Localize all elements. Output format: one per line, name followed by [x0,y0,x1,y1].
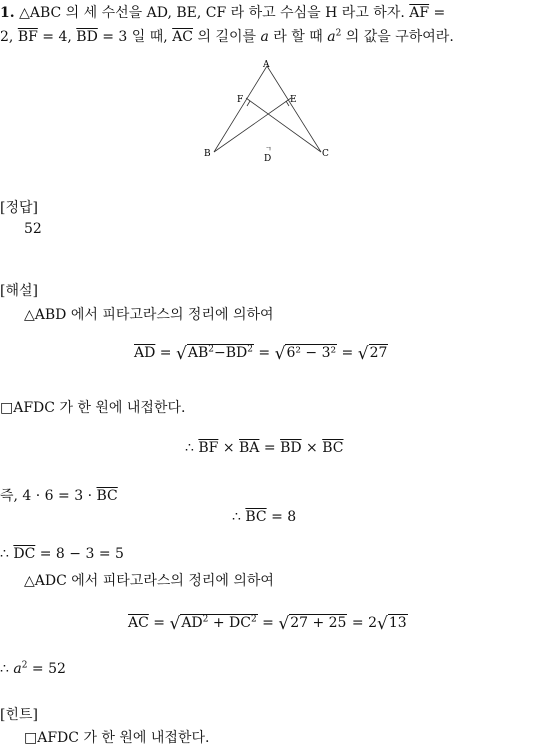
sqrt-1: $√AB^2-\overline{BD}^2$ [175,344,253,364]
var-a: a [327,29,336,45]
label-f: F [237,95,244,105]
equation-1 [134,344,388,364]
label-a: A [263,60,270,70]
seg-dc: $\overline{DC}$ [229,615,251,631]
solution-step-2: □AFDC 가 한 원에 내접한다. [0,400,186,416]
eq-sign: = [257,615,279,631]
text: = 8 − 3 = 5 [35,546,124,562]
solution-conclusion: ∴ $a^2 = 52$ [0,660,66,677]
radicand: 13 [388,615,407,631]
seg-bd: $\overline{BD}$ [225,345,248,361]
text: 라 할 때 [268,29,328,45]
solution-label: [해설] [0,283,38,299]
triangle-figure [200,56,340,168]
seg-ac: $\overline{AC}$ [172,29,194,45]
plus: + [208,615,230,631]
sqrt-6: √13 [377,614,407,634]
answer-value: 52 [24,221,42,237]
altitude-be [214,98,291,152]
right-angle-mark-e [286,101,289,106]
seg-ac: $\overline{AC}$ [128,615,149,631]
altitude-cf [246,98,321,152]
therefore: ∴ [0,661,14,677]
problem-text-1: △ABC 의 세 수선을 AD, BE, CF 라 하고 수심을 H 라고 하자. [19,5,410,21]
seg-ad: $\overline{AD}$ [134,345,156,361]
hint-label: [힌트] [0,707,38,723]
sqrt-3: √27 [357,344,388,364]
var-a: a [260,29,269,45]
eq-sign: = [429,5,446,21]
solution-step-5: △ADC 에서 피타고라스의 정리에 의하여 [24,573,274,589]
seg-ba: $\overline{BA}$ [239,440,260,456]
seg-bd: $\overline{BD}$ [76,29,98,45]
therefore: ∴ [0,546,14,562]
label-h: ㄱ [265,145,272,153]
seg-ad: AD [181,615,203,631]
times: × [218,440,240,456]
equation-4 [128,614,408,634]
therefore: ∴ [232,509,246,525]
minus: − [213,345,226,361]
radicand: 27 [369,345,388,361]
sqrt-5: √27 + 25 [278,614,347,634]
text: = 52 [27,661,66,677]
seg-dc: $\overline{DC}$ [13,546,36,562]
seg-bd: $\overline{BD}$ [280,440,302,456]
problem-number: 1. [0,5,15,21]
coefficient: = 2 [347,615,377,631]
problem-line-2 [0,26,454,46]
radicand: 6² − 3² [286,345,337,361]
eq-sign: = [155,345,176,361]
value: = 8 [266,509,297,525]
label-e: E [290,95,297,105]
text: = 4, [37,29,77,45]
text: 즉, 4 · 6 = 3 · [0,488,97,504]
seg-ab: AB [187,345,209,361]
right-angle-mark-f [247,101,250,106]
eq-sign: = [148,615,170,631]
solution-step-1: △ABD 에서 피타고라스의 정리에 의하여 [24,307,274,323]
solution-step-4 [0,546,124,562]
seg-af: $\overline{AF}$ [409,5,430,21]
text: = 3 일 때, [97,29,173,45]
eq-sign: = [253,345,275,361]
hint-text: □AFDC 가 한 원에 내접한다. [24,730,210,746]
text: 의 값을 구하여라. [341,29,454,45]
problem-line-1 [0,2,445,22]
label-d: D [264,154,272,164]
seg-bf: $\overline{BF}$ [198,440,219,456]
eq-sign: = [337,345,358,361]
text: 2, [0,29,18,45]
text: 의 길이를 [193,29,261,45]
sqrt-4: $√AD^2 + \overline{DC}^2$ [169,614,257,634]
equation-3 [232,509,296,525]
exponent: 2 [335,28,342,39]
label-b: B [204,149,211,159]
seg-bc: $\overline{BC}$ [245,509,267,525]
seg-bc: $\overline{BC}$ [96,488,118,504]
eq-sign: = [259,440,281,456]
equation-2 [185,440,343,456]
label-c: C [322,149,329,159]
seg-bf: $\overline{BF}$ [17,29,38,45]
var-a: a [13,661,22,677]
sqrt-2: √6² − 3² [274,344,337,364]
solution-step-3 [0,485,118,505]
times: × [301,440,323,456]
seg-bc: $\overline{BC}$ [322,440,344,456]
answer-label: [정답] [0,200,38,216]
side-ab [214,66,267,152]
radicand: 27 + 25 [290,615,347,631]
therefore: ∴ [185,440,199,456]
